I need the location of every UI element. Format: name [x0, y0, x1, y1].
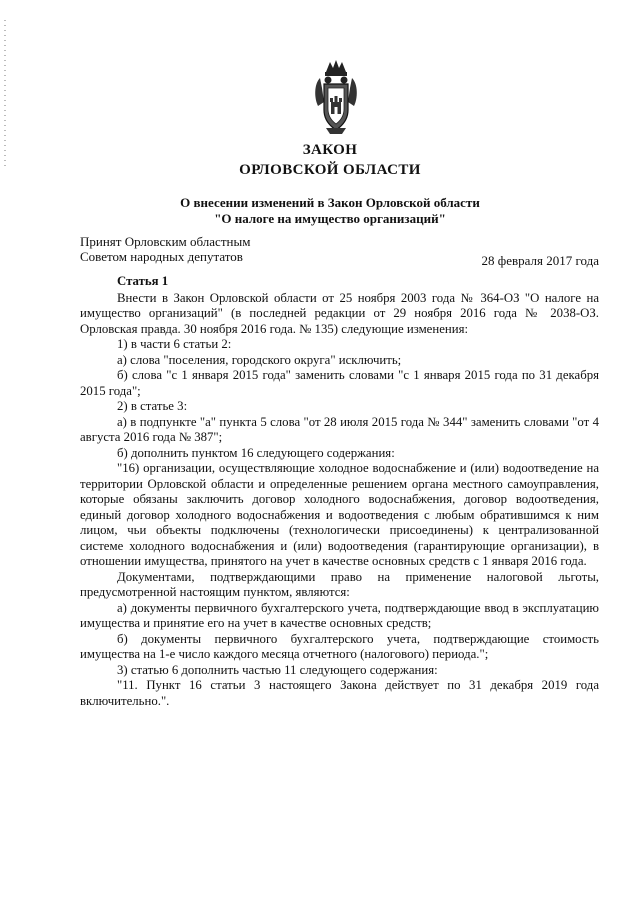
article-heading: Статья 1 — [117, 274, 169, 288]
paragraph: б) дополнить пунктом 16 следующего содержания: — [117, 445, 395, 460]
article-body — [80, 274, 599, 709]
paragraph: 2) в статье 3: — [117, 399, 188, 413]
adoption-date: 28 февраля 2017 года — [481, 253, 599, 268]
law-title: ЗАКОН — [302, 142, 358, 158]
paragraph: 3) статью 6 дополнить частью 11 следующего содержания: — [117, 662, 438, 677]
adoption-body — [80, 234, 250, 264]
paragraph: а) документы первичного бухгалтерского учета, подтверждающие ввод в эксплуатацию имущества и принятие его на учет в качестве основных средств; — [80, 600, 599, 630]
paragraph: 1) в части 6 статьи 2: — [117, 337, 232, 351]
paragraph: а) в подпункте "а" пункта 5 слова "от 28 июля 2015 года № 344" заменить словами "от 4 августа 2016 года № 387"; — [80, 414, 599, 444]
law-subject-line-1: О внесении изменений в Закон Орловской области — [180, 195, 480, 210]
paragraph: а) слова "поселения, городского округа" исключить; — [117, 352, 402, 367]
paragraph: Внести в Закон Орловской области от 25 ноября 2003 года № 364-ОЗ "О налоге на имущество организаций" (в последней редакции от 29 ноября 2016 года № 2038-ОЗ. Орловская правда. 30 ноября 2016 года. № 135) следующие изменения: — [80, 290, 599, 336]
coat-of-arms-icon — [312, 58, 360, 136]
law-region: ОРЛОВСКОЙ ОБЛАСТИ — [239, 162, 421, 178]
paragraph: б) документы первичного бухгалтерского учета, подтверждающие стоимость имущества на 1-е число каждого месяца отчетного (налогового) периода."; — [80, 631, 599, 661]
paragraph: б) слова "с 1 января 2015 года" заменить словами "с 1 января 2015 года по 31 декабря 2015 года"; — [80, 368, 599, 398]
paragraph: Документами, подтверждающими право на применение налоговой льготы, предусмотренной настоящим пунктом, являются: — [80, 569, 599, 599]
adoption-line-2: Советом народных депутатов — [80, 249, 243, 264]
adoption-line-1: Принят Орловским областным — [80, 234, 251, 249]
paragraph: "11. Пункт 16 статьи 3 настоящего Закона действует по 31 декабря 2019 года включительно.". — [80, 678, 599, 708]
law-subject-line-2: "О налоге на имущество организаций" — [214, 211, 446, 226]
paragraph: "16) организации, осуществляющие холодное водоснабжение и (или) водоотведение на территории Орловской области и определенные решением органа местного самоуправления, которые обязаны заключить договор холодного водоснабжения, договор водоотведения, единый договор холодного водоснабжения и водоотведения с любым обратившимся к ним лицом, чьи объекты подключены (технологически присоединены) к централизованной системе холодного водоснабжения и (или) водоотведения (гарантирующие организации), в отношении имущества, принятого на учет в качестве основных средств с 1 января 2016 года. — [80, 461, 599, 568]
scan-margin-marks — [4, 20, 7, 180]
